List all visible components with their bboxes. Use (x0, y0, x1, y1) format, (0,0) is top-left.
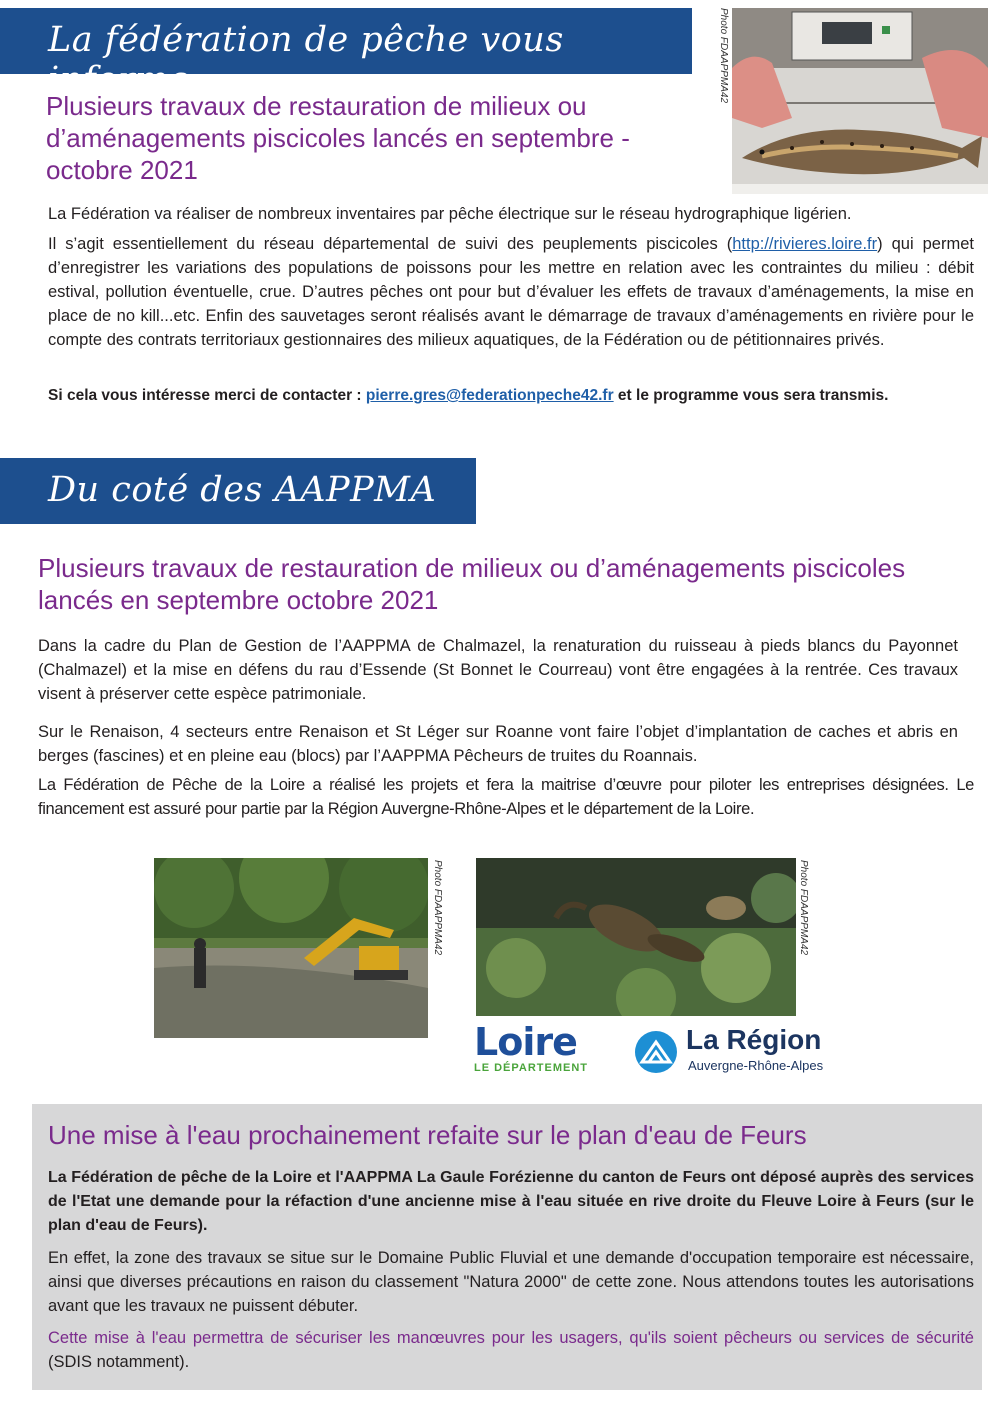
paragraph-network: Il s’agit essentiellement du réseau départemental de suivi des peuplements piscicoles (http://rivieres.loire.fr) qui permet d’enregistrer les variations des populations de poissons pour les mettre en relation avec les contraintes du milieu : débit estival, pollution éventuelle, crue. D’autres pêches ont pour but d’évaluer les effets de travaux d’aménagements, la mise en place de no kill...etc. Enfin des sauvetages seront réalisés avant le démarrage de travaux d’aménagements en rivière pour le compte des contrats territoriaux gestionnaires des milieux aquatiques, de la Fédération ou de pétitionnaires privés. (48, 235, 974, 349)
river-works-photo (154, 858, 428, 1038)
rivieres-loire-link[interactable]: http://rivieres.loire.fr (732, 235, 878, 253)
paragraph-inventories: La Fédération va réaliser de nombreux inventaires par pêche électrique sur le réseau hydrographique ligérien. (48, 205, 852, 223)
box-title: Une mise à l'eau prochainement refaite sur le plan d'eau de Feurs (48, 1120, 807, 1150)
paragraph-financement: La Fédération de Pêche de la Loire a réalisé les projets et fera la maitrise d’œuvre pour piloter les entreprises désignées. Le financement est assuré pour partie par la Région Auvergne-Rhône-Alpes et le département de la Loire. (38, 776, 974, 818)
region-logo-sub: Auvergne-Rhône-Alpes (688, 1058, 824, 1073)
feurs-info-box (32, 1104, 982, 1390)
trout-photo (732, 8, 988, 194)
section-subtitle: Plusieurs travaux de restauration de milieux ou d’aménagements piscicoles lancés en septembre - octobre 2021 (46, 91, 630, 186)
box-paragraph-securite: Cette mise à l'eau permettra de sécuriser les manœuvres pour les usagers, qu'ils soient pêcheurs ou services de sécurité (SDIS notamment). (48, 1329, 974, 1371)
loire-departement-logo (474, 1022, 590, 1074)
banner-title: La fédération de pêche vous informe (48, 20, 564, 100)
section-banner-federation (0, 8, 692, 100)
photo-credit: Photo FDAAPPMA42 (432, 860, 443, 956)
crayfish-photo (476, 858, 796, 1016)
paragraph-chalmazel: Dans la cadre du Plan de Gestion de l’AAPPMA de Chalmazel, la renaturation du ruisseau à pieds blancs du Payonnet (Chalmazel) et la mise en défens du rau d’Essende (St Bonnet le Courreau) vont être engagées à la rentrée. Ces travaux visent à préserver cette espèce patrimoniale. (38, 637, 958, 703)
banner-title: Du coté des AAPPMA (48, 470, 437, 510)
region-emblem-icon (634, 1030, 678, 1074)
loire-logo-sub: LE DÉPARTEMENT (474, 1062, 589, 1074)
box-paragraph-demande: La Fédération de pêche de la Loire et l'AAPPMA La Gaule Forézienne du canton de Feurs ont déposé auprès des services de l'Etat une demande pour la réfaction d'une ancienne mise à l'eau située en rive droite du Fleuve Loire à Feurs (sur le plan d'eau de Feurs). (48, 1169, 974, 1234)
loire-logo-word: Loire (474, 1020, 577, 1064)
photo-credit: Photo FDAAPPMA42 (718, 8, 729, 104)
contact-email-link[interactable]: pierre.gres@federationpeche42.fr (365, 387, 614, 404)
paragraph-contact: Si cela vous intéresse merci de contacter : pierre.gres@federationpeche42.fr et le programme vous sera transmis. (48, 387, 889, 404)
box-paragraph-domaine: En effet, la zone des travaux se situe sur le Domaine Public Fluvial et une demande d'occupation temporaire est nécessaire, ainsi que diverses précautions en raison du classement "Natura 2000" de cette zone. Nous attendons toutes les autorisations avant que les travaux ne puissent débuter. (48, 1249, 974, 1315)
region-aura-logo (634, 1024, 844, 1076)
photo-credit: Photo FDAAPPMA42 (798, 860, 809, 956)
section-banner-aappma (0, 458, 476, 524)
region-logo-word: La Région (686, 1024, 822, 1055)
paragraph-renaison: Sur le Renaison, 4 secteurs entre Renaison et St Léger sur Roanne vont faire l’objet d’implantation de caches et abris en berges (fascines) et en pleine eau (blocs) par l’AAPPMA Pêcheurs de truites du Roannais. (38, 723, 958, 765)
section-subtitle: Plusieurs travaux de restauration de milieux ou d’aménagements piscicoles lancés en septembre octobre 2021 (38, 553, 906, 616)
